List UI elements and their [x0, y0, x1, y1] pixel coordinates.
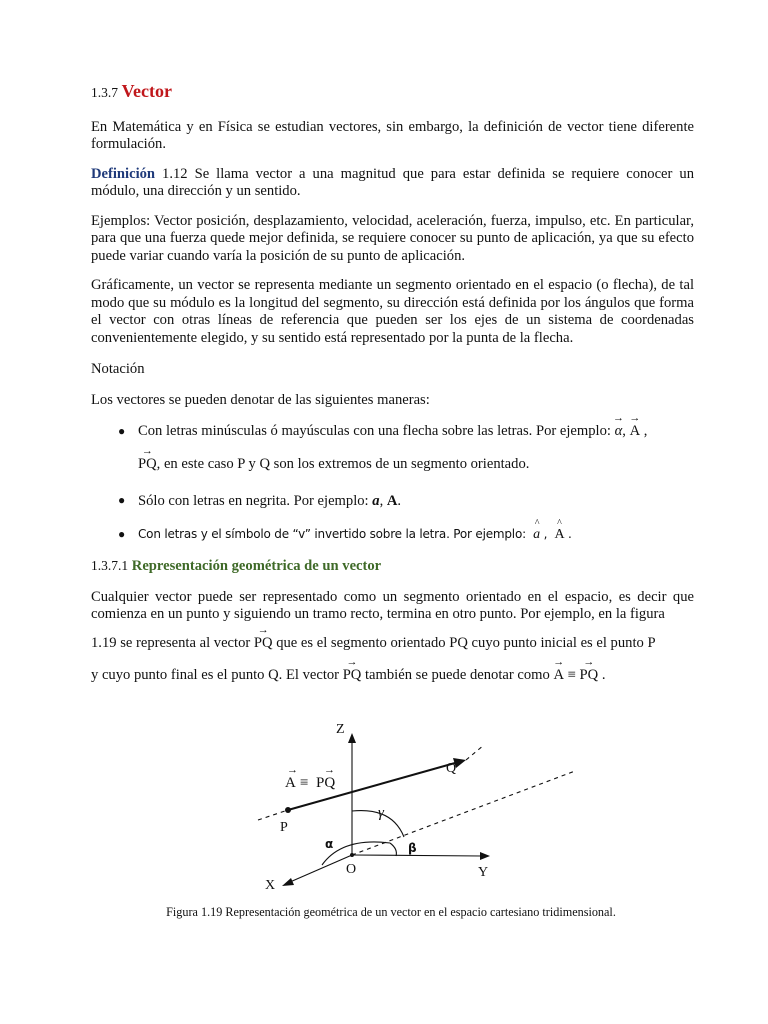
beta-arc — [390, 843, 396, 856]
notation-list — [91, 423, 694, 543]
vector-pq-symbol: → PQ — [343, 657, 362, 693]
section-title: Vector — [121, 81, 172, 101]
point-p — [285, 807, 291, 813]
point-p-label: P — [280, 820, 288, 835]
notation-heading: Notación — [91, 361, 145, 377]
bullet-2-text: Sólo con letras en negrita. Por ejemplo: — [138, 493, 373, 509]
vector-pq-line — [288, 763, 455, 810]
section-heading — [91, 83, 694, 103]
y-axis — [352, 855, 482, 856]
z-axis-arrowhead — [348, 733, 356, 743]
arrow-over-a-icon: → — [287, 764, 298, 776]
hat-A-symbol: ^ A — [554, 527, 564, 543]
origin-point — [350, 853, 354, 857]
list-item: ● Con letras y el símbolo de “v” invertido sobre la letra. Por ejemplo: ^ a , ^ A . — [91, 527, 694, 543]
bullet-1-text-b: , en este caso P y Q son los extremos de un segmento orientado. — [156, 455, 530, 472]
vector-a-symbol: → A — [630, 423, 641, 441]
x-axis — [290, 855, 352, 882]
graphic-paragraph: Gráficamente, un vector se representa mediante un segmento orientado en el espacio (o flecha), de tal modo que su módulo es la longitud del segmento, su dirección está definida por los ángulos que forma el vector con otras líneas de referencia que pueden ser los ejes de un sistema de coordenadas convenientemente elegido, y su sentido está representado por la punta de la flecha. — [91, 277, 694, 346]
section-number: 1.3.7 — [91, 85, 118, 100]
subsection-heading — [91, 557, 694, 576]
gamma-label: γ — [378, 805, 384, 821]
equation-pq: PQ — [316, 775, 336, 791]
origin-label: O — [346, 862, 357, 877]
extension-dashed-line — [258, 810, 288, 820]
definition-label: Definición — [91, 165, 156, 182]
geometry-paragraph-2: 1.19 se representa al vector → PQ que es el segmento orientado PQ cuyo punto inicial es el punto P — [91, 625, 694, 661]
point-q-label: Q — [446, 761, 457, 776]
bullet-1-continuation — [138, 456, 694, 474]
figure-caption: Figura 1.19 Representación geométrica de un vector en el espacio cartesiano tridimensional. — [166, 905, 616, 919]
subsection-number: 1.3.7.1 — [91, 558, 129, 573]
bullet-icon: ● — [118, 527, 126, 541]
geometry-paragraph-1: Cualquier vector puede ser representado como un segmento orientado en el espacio, es decir que comienza en un punto y siguiendo un tramo recto, termina en otro punto. Por ejemplo, en la figura — [91, 588, 694, 622]
alpha-label: α — [325, 837, 334, 851]
equation-equiv: ≡ — [300, 775, 309, 791]
vector-alpha-symbol: → α — [615, 423, 623, 441]
vector-3d-figure — [0, 715, 768, 915]
bullet-1-text: Con letras minúsculas ó mayúsculas con una flecha sobre las letras. Por ejemplo: — [138, 423, 615, 439]
y-axis-arrowhead — [480, 852, 490, 860]
x-axis-arrowhead — [282, 878, 294, 886]
vector-pq-symbol: → PQ — [254, 625, 273, 661]
page-content — [91, 78, 694, 693]
bold-a-symbol: a — [372, 493, 380, 509]
arrow-over-pq-icon: → — [324, 764, 335, 776]
hat-a-symbol: ^ a — [533, 527, 540, 543]
beta-label: β — [408, 841, 417, 855]
intro-paragraph: En Matemática y en Física se estudian vectores, sin embargo, la definición de vector tiene diferente formulación. — [91, 118, 694, 152]
extension-dashed-line — [466, 745, 484, 760]
geometry-paragraph-3: y cuyo punto final es el punto Q. El vector → PQ también se puede denotar como → A ≡ → PQ . — [91, 657, 694, 693]
examples-paragraph: Ejemplos: Vector posición, desplazamiento, velocidad, aceleración, fuerza, impulso, etc. En particular, para que una fuerza quede mejor definida, se requiere conocer su punto de aplicación, ya que su efecto puede variar cuando varía la posición de su punto de aplicación. — [91, 212, 694, 264]
definition-text: 1.12 Se llama vector a una magnitud que para estar definida se requiere conocer un módulo, una dirección y un sentido. — [91, 165, 694, 199]
bullet-icon: ● — [118, 493, 126, 507]
list-item: ● Sólo con letras en negrita. Por ejemplo: a, A. — [118, 493, 402, 509]
x-axis-label: X — [265, 878, 276, 893]
notation-intro: Los vectores se pueden denotar de las siguientes maneras: — [91, 391, 430, 408]
z-axis-label: Z — [336, 722, 345, 737]
subsection-title: Representación geométrica de un vector — [131, 558, 382, 574]
equation-a: A — [285, 775, 296, 791]
bullet-3-text: Con letras y el símbolo de “v” invertido sobre la letra. Por ejemplo: — [138, 527, 530, 541]
bullet-icon: ● — [118, 424, 126, 438]
y-axis-label: Y — [478, 865, 489, 880]
bold-A-symbol: A — [386, 493, 398, 509]
definition-paragraph — [91, 166, 694, 201]
vector-pq-symbol: → PQ — [138, 456, 157, 474]
list-item: ● Con letras minúsculas ó mayúsculas con una flecha sobre las letras. Por ejemplo: → α, → A , → PQ, en este caso P y Q son los extremos de un segmento orientado. — [91, 423, 694, 473]
vector-a-symbol: → A — [553, 657, 564, 693]
vector-pq-symbol: → PQ — [580, 657, 599, 693]
vector-equation-label — [285, 764, 335, 791]
